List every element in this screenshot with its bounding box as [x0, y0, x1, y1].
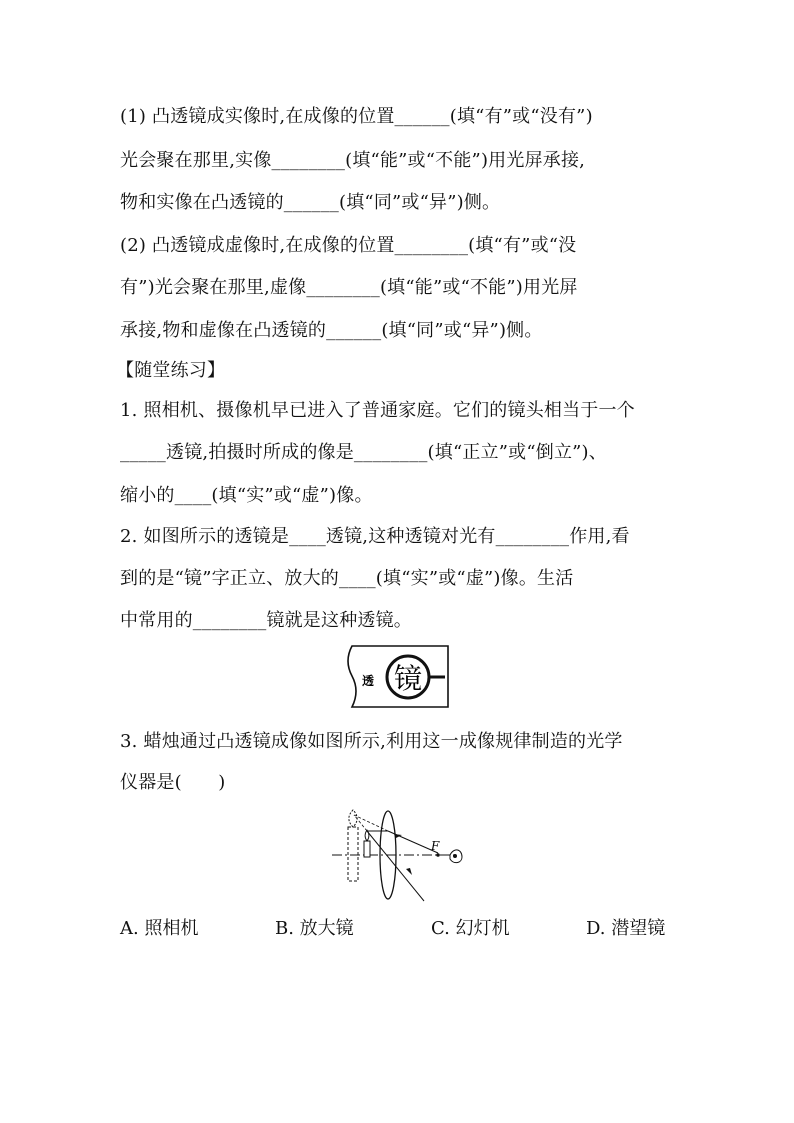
q2-line-1: 2. 如图所示的透镜是____透镜,这种透镜对光有________作用,看: [120, 526, 630, 547]
q3-line-2: 仪器是( ): [120, 772, 226, 793]
section-heading: 【随堂练习】: [116, 360, 226, 381]
candle: [364, 841, 370, 857]
line-4: (2) 凸透镜成虚像时,在成像的位置________(填“有”或“没: [120, 235, 577, 256]
line-3: 物和实像在凸透镜的______(填“同”或“异”)侧。: [120, 192, 501, 213]
candle-lens-figure: [330, 805, 466, 905]
q2-line-3: 中常用的________镜就是这种透镜。: [120, 610, 412, 631]
eye-pupil: [453, 854, 457, 858]
virtual-image-candle: [348, 827, 358, 881]
line-1: (1) 凸透镜成实像时,在成像的位置______(填“有”或“没有”): [120, 106, 593, 127]
option-d: D. 潜望镜: [586, 918, 666, 939]
ray-arrow-2: [406, 868, 412, 875]
q1-line-2: _____透镜,拍摄时所成的像是________(填“正立”或“倒立”)、: [120, 442, 607, 463]
q3-line-1: 3. 蜡烛通过凸透镜成像如图所示,利用这一成像规律制造的光学: [120, 731, 623, 752]
q2-line-2: 到的是“镜”字正立、放大的____(填“实”或“虚”)像。生活: [120, 568, 574, 589]
ray-extension-2: [354, 815, 367, 831]
virtual-image-flame: [349, 810, 357, 827]
line-6: 承接,物和虚像在凸透镜的______(填“同”或“异”)侧。: [120, 320, 543, 341]
line-2: 光会聚在那里,实像________(填“能”或“不能”)用光屏承接,: [120, 150, 586, 171]
option-b: B. 放大镜: [275, 918, 354, 939]
q1-line-1: 1. 照相机、摄像机早已进入了普通家庭。它们的镜头相当于一个: [120, 400, 635, 421]
option-a: A. 照相机: [120, 918, 199, 939]
magnifier-small-char: 透: [362, 674, 375, 688]
focus-point: [436, 853, 440, 857]
magnifier-figure: [348, 645, 450, 709]
magnifier-big-char: 镜: [393, 662, 423, 695]
q1-line-3: 缩小的____(填“实”或“虚”)像。: [120, 485, 373, 506]
focus-label: F: [431, 839, 440, 853]
option-c: C. 幻灯机: [431, 918, 510, 939]
line-5: 有”)光会聚在那里,虚像________(填“能”或“不能”)用光屏: [120, 277, 578, 298]
